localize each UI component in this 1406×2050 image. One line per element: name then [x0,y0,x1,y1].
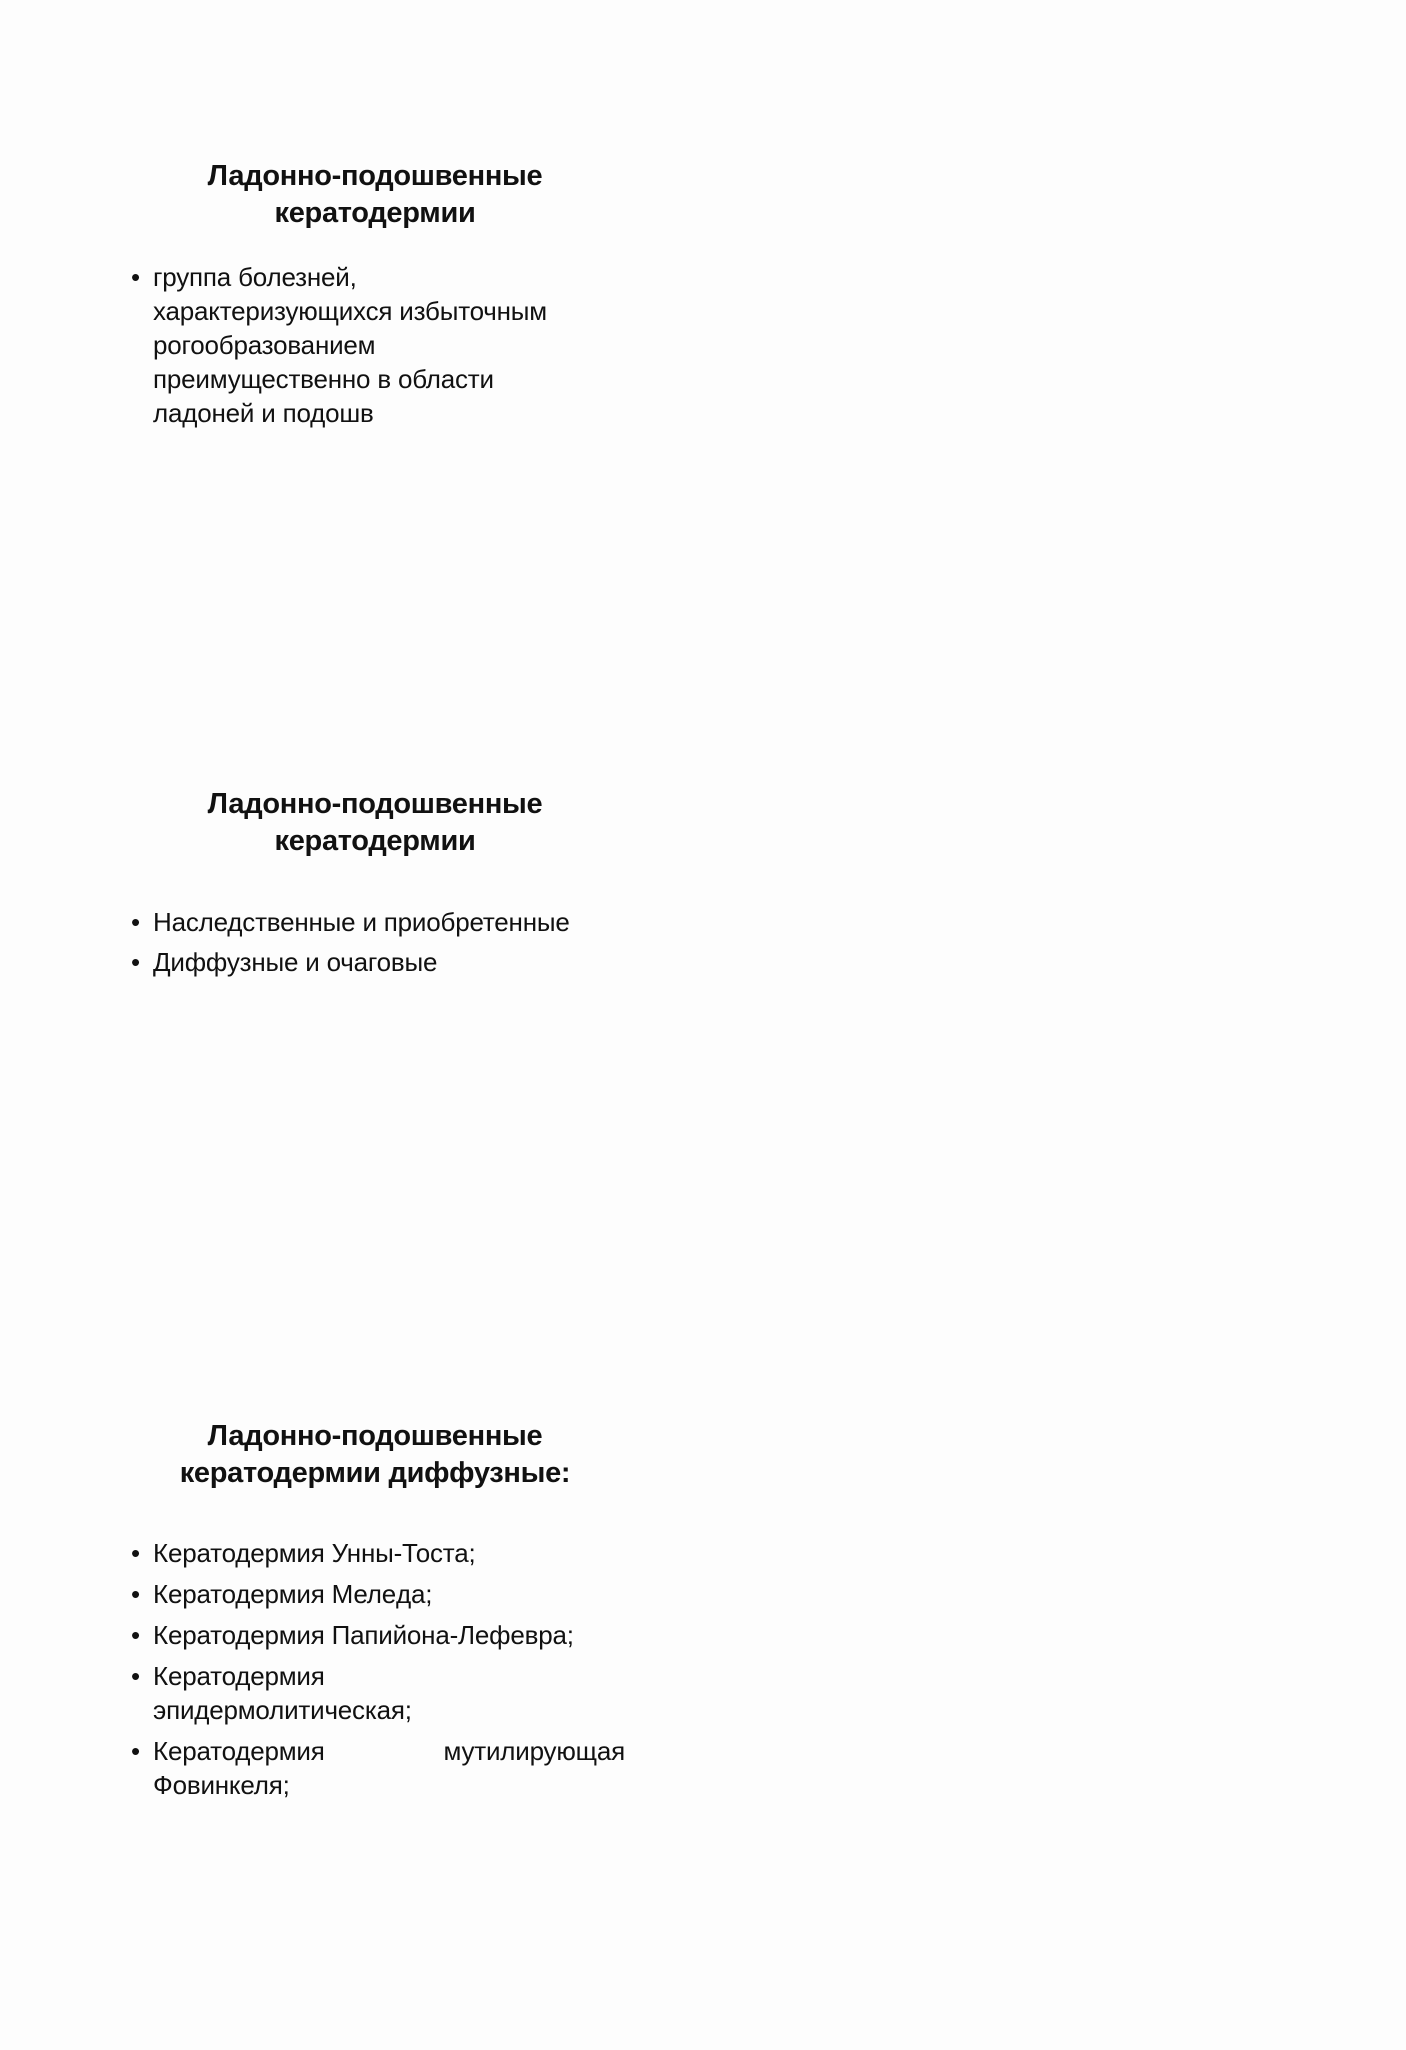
bullet-list [125,1536,625,1802]
bullet-list [125,260,595,430]
bullet-line: Фовинкеля; [153,1770,290,1800]
bullet-item: • Кератодермия Папийона-Лефевра; [125,1618,625,1652]
title-line-2: кератодермии [274,825,476,857]
bullet-list [125,902,645,982]
bullet-item: • Кератодермия Унны-Тоста; [125,1536,625,1570]
slide-title [125,786,625,860]
bullet-line: Кератодермия [153,1661,325,1691]
slide-title [125,1418,625,1492]
bullet-item: • Диффузные и очаговые [125,942,645,982]
title-line-2: кератодермии диффузные: [179,1457,571,1489]
bullet-line-justified: • Кератодермия мутилирующая [153,1736,625,1766]
bullet-item: • Кератодермия Мелeда; [125,1577,625,1611]
title-line-1: Ладонно-подошвенные [207,1420,543,1452]
bullet-line: группа болезней, [153,262,357,292]
bullet-item-definition [125,260,595,430]
slide-classification [125,786,645,982]
bullet-line: преимущественно в области [153,364,494,394]
bullet-line: характеризующихся избыточным [153,296,547,326]
bullet-item-two-line [125,1659,625,1727]
bullet-item-two-line [125,1734,625,1802]
slide-diffuse-types [125,1418,645,1809]
bullet-line: ладоней и подошв [153,398,374,428]
title-line-1: Ладонно-подошвенные [207,788,543,820]
bullet-line: рогообразованием [153,330,376,360]
title-line-1: Ладонно-подошвенные [207,160,543,192]
bullet-item: • Наследственные и приобретенные [125,902,645,942]
slide-definition [125,158,645,430]
slide-title [125,158,625,232]
bullet-line: эпидермолитическая; [153,1695,412,1725]
title-line-2: кератодермии [274,197,476,229]
